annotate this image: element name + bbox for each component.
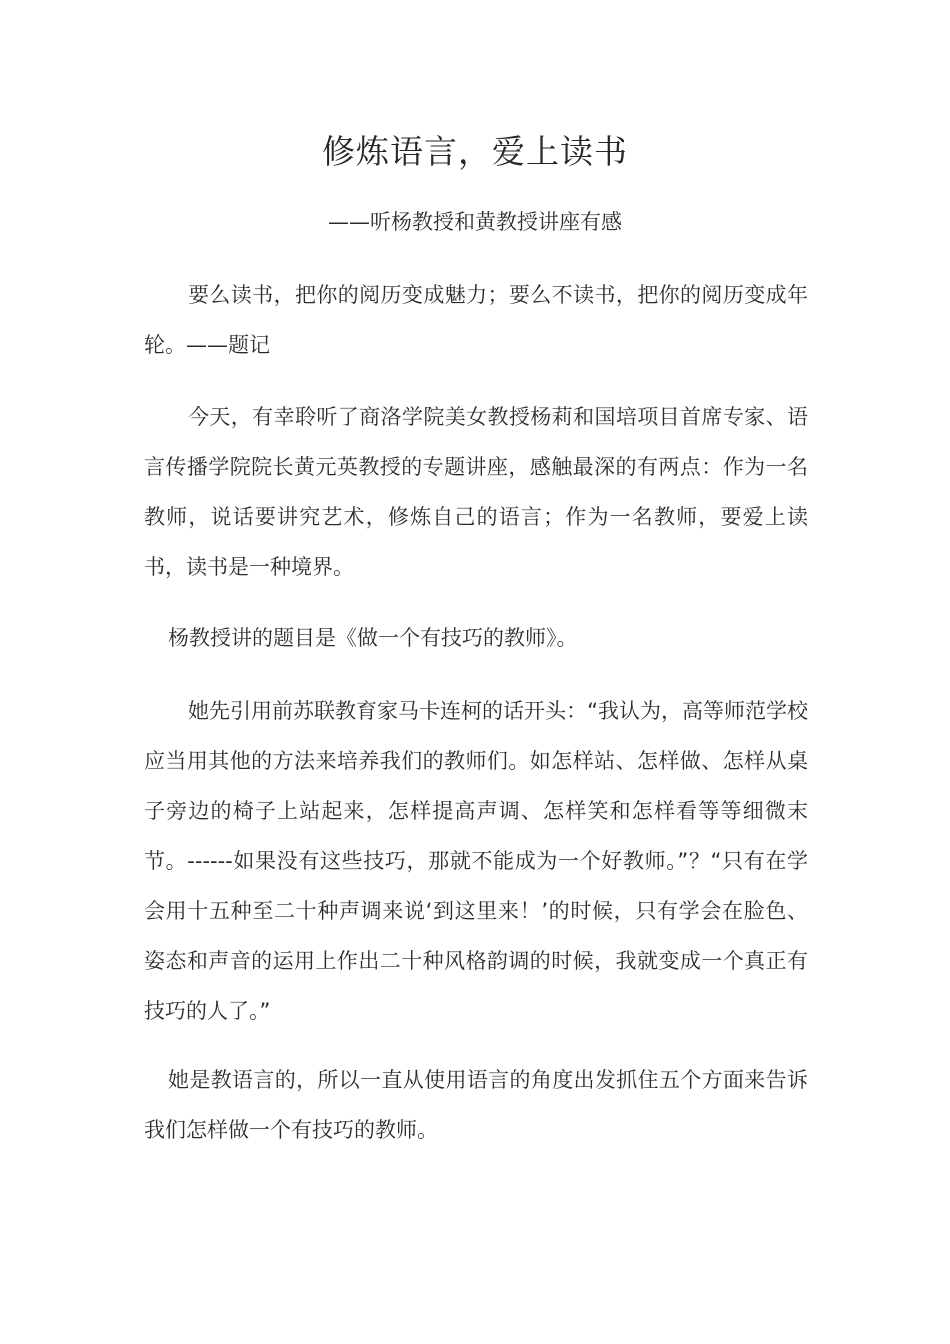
paragraph-epigraph: 要么读书，把你的阅历变成魅力；要么不读书，把你的阅历变成年轮。——题记 (144, 283, 808, 357)
paragraph-five-aspects: 她是教语言的，所以一直从使用语言的角度出发抓住五个方面来告诉我们怎样做一个有技巧的教师。 (144, 1068, 808, 1142)
paragraph-intro: 今天，有幸聆听了商洛学院美女教授杨莉和国培项目首席专家、语言传播学院院长黄元英教授的专题讲座，感触最深的有两点：作为一名教师，说话要讲究艺术，修炼自己的语言；作为一名教师，要爱上读书，读书是一种境界。 (144, 405, 808, 579)
paragraph-quote: 她先引用前苏联教育家马卡连柯的话开头：“我认为，高等师范学校应当用其他的方法来培养我们的教师们。如怎样站、怎样做、怎样从桌子旁边的椅子上站起来，怎样提高声调、怎样笑和怎样看等等细微末节。------如果没有这些技巧，那就不能成为一个好教师。”？“只有在学会用十五种至二十种声调来说‘到这里来！’的时候，只有学会在脸色、姿态和声音的运用上作出二十种风格韵调的时候，我就变成一个真正有技巧的人了。” (144, 699, 808, 1023)
paragraph-topic: 杨教授讲的题目是《做一个有技巧的教师》。 (168, 626, 578, 650)
document-subtitle: ——听杨教授和黄教授讲座有感 (328, 210, 622, 234)
document-title: 修炼语言，爱上读书 (322, 132, 628, 171)
